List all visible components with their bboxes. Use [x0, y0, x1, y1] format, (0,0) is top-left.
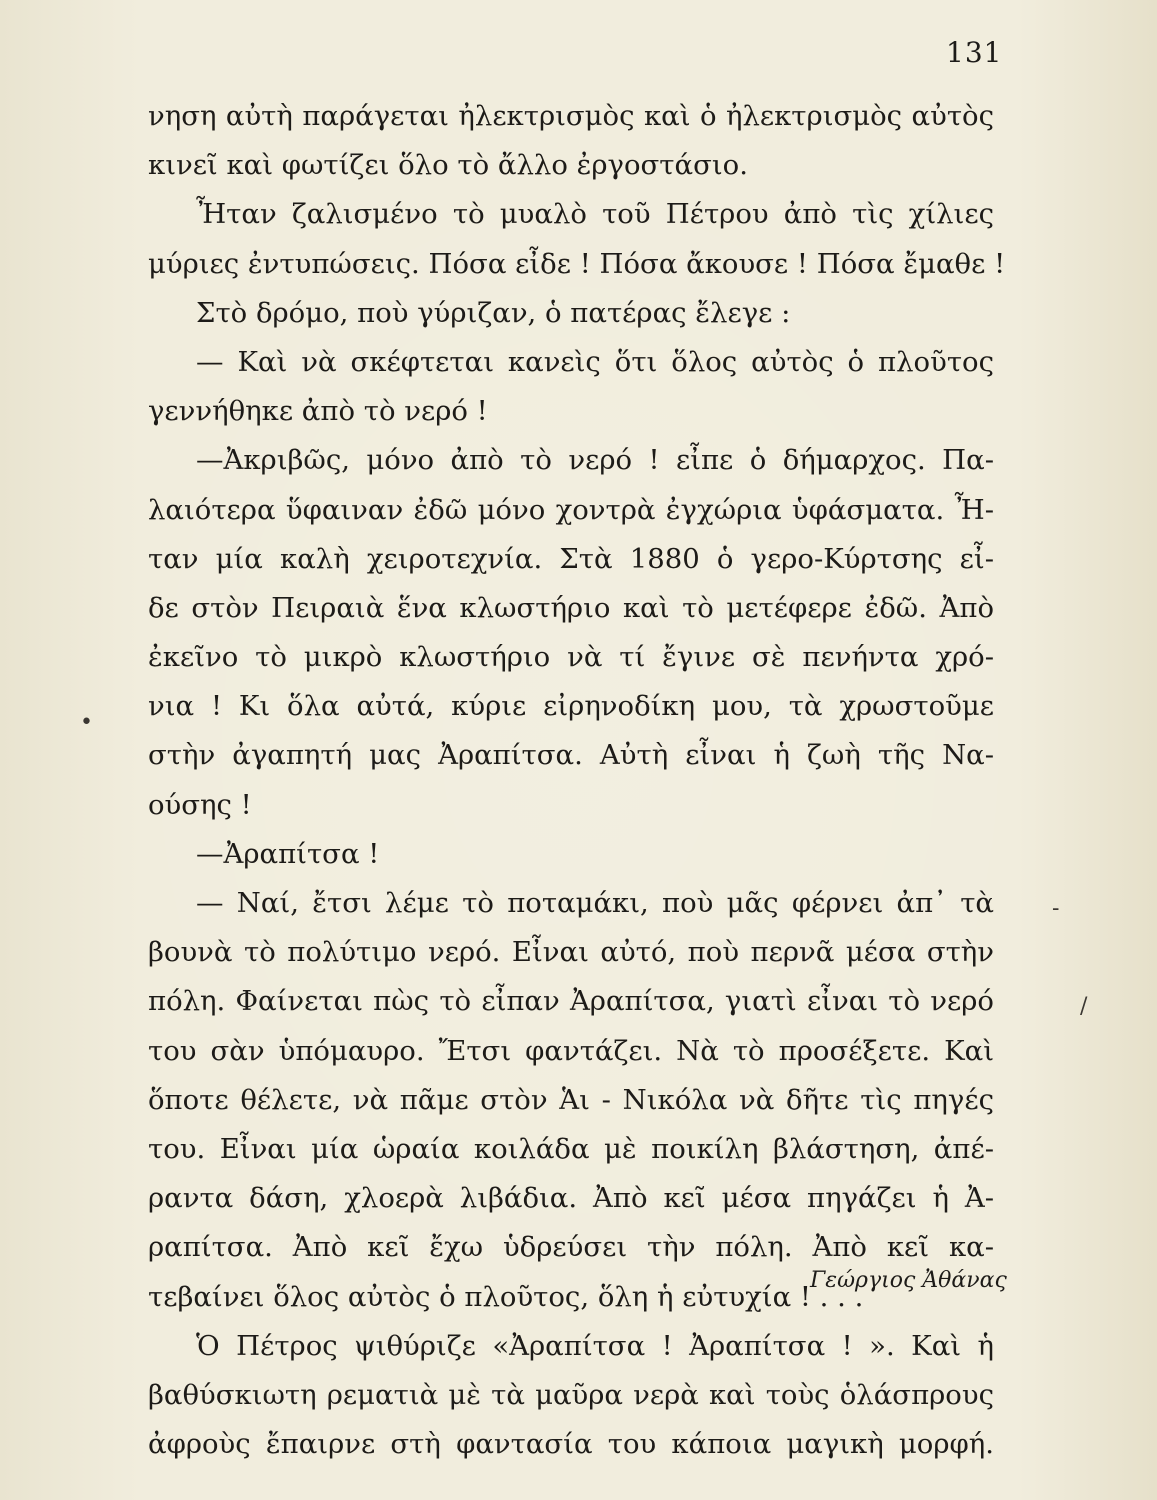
text-line: δε στὸν Πειραιὰ ἕνα κλωστήριο καὶ τὸ μετέφερε ἐδῶ. Ἀπὸ [148, 591, 994, 624]
text-line: στὴν ἀγαπητή μας Ἀραπίτσα. Αὐτὴ εἶναι ἡ ζωὴ τῆς Να- [148, 739, 994, 772]
text-line: γεννήθηκε ἀπὸ τὸ νερό ! [148, 395, 488, 428]
text-line: ούσης ! [148, 788, 252, 821]
text-line: κινεῖ καὶ φωτίζει ὅλο τὸ ἄλλο ἐργοστάσιο. [148, 149, 748, 182]
stray-slash-mark: / [1080, 994, 1088, 1019]
text-line: βουνὰ τὸ πολύτιμο νερό. Εἶναι αὐτό, ποὺ περνᾶ μέσα στὴν [148, 936, 994, 969]
text-line: του. Εἶναι μία ὡραία κοιλάδα μὲ ποικίλη βλάστηση, ἀπέ- [148, 1132, 994, 1165]
text-line: ραντα δάση, χλοερὰ λιβάδια. Ἀπὸ κεῖ μέσα πηγάζει ἡ Ἀ- [148, 1182, 994, 1215]
text-line: — Καὶ νὰ σκέφτεται κανεὶς ὅτι ὅλος αὐτὸς ὁ πλοῦτος [196, 345, 994, 378]
text-line: ταν μία καλὴ χειροτεχνία. Στὰ 1880 ὁ γερο-Κύρτσης εἶ- [148, 542, 994, 575]
text-line: του σὰν ὑπόμαυρο. Ἔτσι φαντάζει. Νὰ τὸ προσέξετε. Καὶ [148, 1034, 994, 1067]
text-line: λαιότερα ὕφαιναν ἐδῶ μόνο χοντρὰ ἐγχώρια ὑφάσματα. Ἦ- [148, 493, 994, 526]
text-line: πόλη. Φαίνεται πὼς τὸ εἶπαν Ἀραπίτσα, γιατὶ εἶναι τὸ νερό [148, 985, 994, 1018]
text-line: ἀφροὺς ἔπαιρνε στὴ φαντασία του κάποια μαγικὴ μορφή. [148, 1428, 994, 1461]
text-line: ἐκεῖνο τὸ μικρὸ κλωστήριο νὰ τί ἔγινε σὲ πενήντα χρό- [148, 641, 994, 674]
text-line: μύριες ἐντυπώσεις. Πόσα εἶδε ! Πόσα ἄκουσε ! Πόσα ἔμαθε ! [148, 247, 1006, 280]
text-line: Ὁ Πέτρος ψιθύριζε «Ἀραπίτσα ! Ἀραπίτσα ! ». Καὶ ἡ [196, 1329, 994, 1362]
page-number: 131 [946, 36, 1003, 69]
text-line: ραπίτσα. Ἀπὸ κεῖ ἔχω ὑδρεύσει τὴν πόλη. Ἀπὸ κεῖ κα- [148, 1231, 994, 1264]
author-signature: Γεώργιος Ἀθάνας [810, 1268, 1007, 1293]
body-text [148, 92, 1006, 1469]
stray-dash-mark: - [1052, 896, 1060, 921]
text-line: ὅποτε θέλετε, νὰ πᾶμε στὸν Ἁι - Νικόλα νὰ δῆτε τὶς πηγές [148, 1083, 994, 1116]
stray-dot-mark: • [80, 710, 93, 735]
text-line: νηση αὐτὴ παράγεται ἠλεκτρισμὸς καὶ ὁ ἠλεκτρισμὸς αὐτὸς [148, 100, 994, 132]
text-line: Στὸ δρόμο, ποὺ γύριζαν, ὁ πατέρας ἔλεγε : [196, 296, 791, 329]
text-line: βαθύσκιωτη ρεματιὰ μὲ τὰ μαῦρα νερὰ καὶ τοὺς ὁλάσπρους [148, 1378, 994, 1411]
text-line: —Ἀκριβῶς, μόνο ἀπὸ τὸ νερό ! εἶπε ὁ δήμαρχος. Πα- [196, 444, 994, 477]
text-line: —Ἀραπίτσα ! [196, 837, 380, 870]
text-line: νια ! Κι ὅλα αὐτά, κύριε εἰρηνοδίκη μου, τὰ χρωστοῦμε [148, 690, 994, 723]
text-line: — Ναί, ἔτσι λέμε τὸ ποταμάκι, ποὺ μᾶς φέρνει ἀπ᾿ τὰ [196, 887, 994, 919]
text-line: τεβαίνει ὅλος αὐτὸς ὁ πλοῦτος, ὅλη ἡ εὐτυχία ! . . . [148, 1280, 864, 1313]
text-line: Ἦταν ζαλισμένο τὸ μυαλὸ τοῦ Πέτρου ἀπὸ τὶς χίλιες [196, 198, 994, 231]
